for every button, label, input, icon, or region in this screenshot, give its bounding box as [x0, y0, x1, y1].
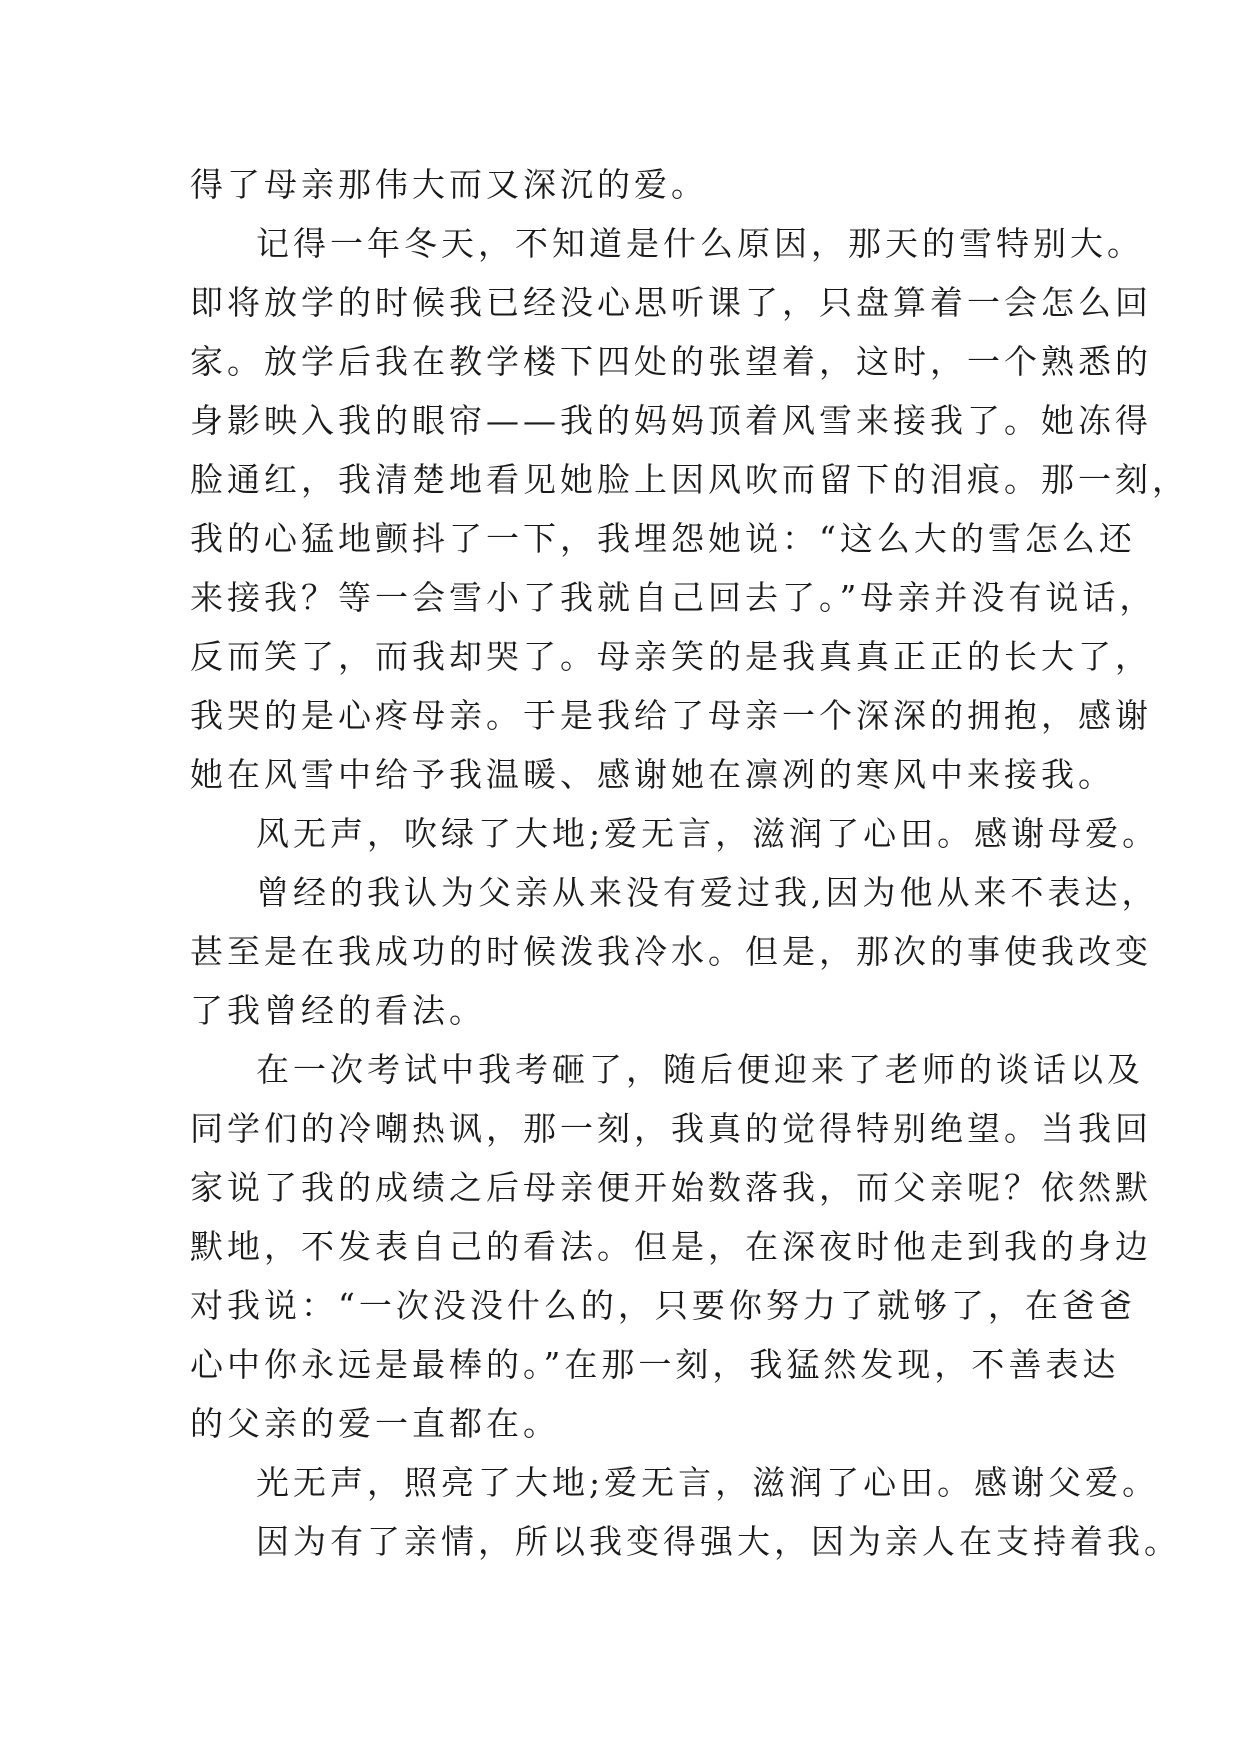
text-line: 在一次考试中我考砸了，随后便迎来了老师的谈话以及 — [256, 1050, 1144, 1089]
text-line: 默地，不发表自己的看法。但是，在深夜时他走到我的身边 — [190, 1227, 1152, 1266]
text-line: 脸通红，我清楚地看见她脸上因风吹而留下的泪痕。那一刻， — [190, 460, 1189, 499]
text-line: 因为有了亲情，所以我变得强大，因为亲人在支持着我。 — [256, 1522, 1181, 1561]
text-line: 即将放学的时候我已经没心思听课了，只盘算着一会怎么回 — [190, 283, 1152, 322]
text-line: 来接我？等一会雪小了我就自己回去了。”母亲并没有说话， — [190, 578, 1157, 617]
text-line: 曾经的我认为父亲从来没有爱过我,因为他从来不表达， — [256, 873, 1159, 912]
text-line: 得了母亲那伟大而又深沉的爱。 — [190, 165, 708, 204]
text-line: 心中你永远是最棒的。”在那一刻，我猛然发现，不善表达 — [190, 1345, 1120, 1384]
text-line: 我哭的是心疼母亲。于是我给了母亲一个深深的拥抱，感谢 — [190, 696, 1152, 735]
text-line: 的父亲的爱一直都在。 — [190, 1404, 560, 1443]
text-line: 了我曾经的看法。 — [190, 991, 486, 1030]
document-body — [190, 155, 1189, 1571]
text-line: 身影映入我的眼帘——我的妈妈顶着风雪来接我了。她冻得 — [190, 401, 1152, 440]
text-line: 甚至是在我成功的时候泼我冷水。但是，那次的事使我改变 — [190, 932, 1152, 971]
text-line: 风无声，吹绿了大地;爱无言，滋润了心田。感谢母爱。 — [256, 814, 1160, 853]
text-line: 对我说：“一次没没什么的，只要你努力了就够了，在爸爸 — [190, 1286, 1136, 1325]
text-line: 记得一年冬天，不知道是什么原因，那天的雪特别大。 — [256, 224, 1144, 263]
text-line: 反而笑了，而我却哭了。母亲笑的是我真真正正的长大了， — [190, 637, 1152, 676]
text-line: 我的心猛地颤抖了一下，我埋怨她说：“这么大的雪怎么还 — [190, 519, 1136, 558]
text-line: 同学们的冷嘲热讽，那一刻，我真的觉得特别绝望。当我回 — [190, 1109, 1152, 1148]
text-line: 光无声，照亮了大地;爱无言，滋润了心田。感谢父爱。 — [256, 1463, 1160, 1502]
text-line: 家。放学后我在教学楼下四处的张望着，这时，一个熟悉的 — [190, 342, 1152, 381]
text-line: 家说了我的成绩之后母亲便开始数落我，而父亲呢？依然默 — [190, 1168, 1152, 1207]
text-line: 她在风雪中给予我温暖、感谢她在凛冽的寒风中来接我。 — [190, 755, 1115, 794]
